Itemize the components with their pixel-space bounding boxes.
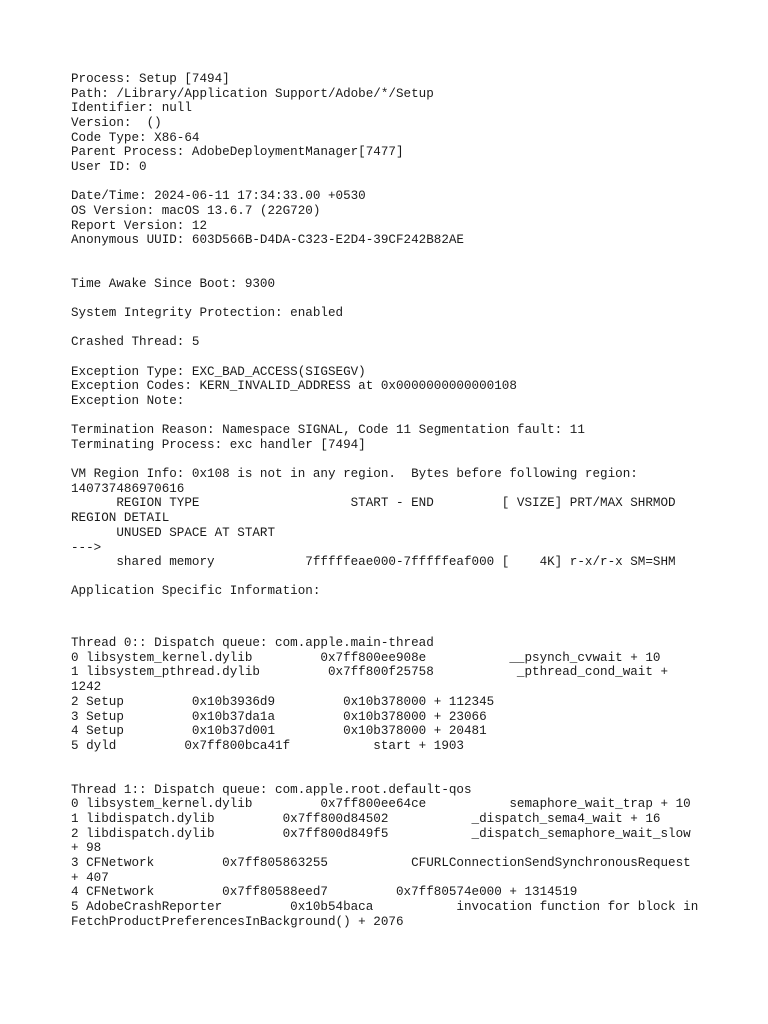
code-type-line: Code Type: X86-64 [71, 130, 200, 145]
stack-frame: 4 CFNetwork 0x7ff80588eed7 0x7ff80574e000 + 1314519 [71, 885, 578, 900]
stack-frame: + 98 [71, 841, 102, 856]
stack-frame: 1 libdispatch.dylib 0x7ff800d84502 _dispatch_sema4_wait + 16 [71, 811, 661, 826]
identifier-line: Identifier: null [71, 101, 192, 116]
vm-region-header-line: REGION DETAIL [71, 511, 170, 526]
version-line: Version: () [71, 116, 162, 131]
thread-1-section [71, 783, 731, 930]
stack-frame: 3 Setup 0x10b37da1a 0x10b378000 + 23066 [71, 709, 487, 724]
stack-frame: 0 libsystem_kernel.dylib 0x7ff800ee908e __psynch_cvwait + 10 [71, 650, 661, 665]
thread-0-section [71, 636, 731, 754]
stack-frame: 1 libsystem_pthread.dylib 0x7ff800f25758 _pthread_cond_wait + [71, 665, 669, 680]
exception-note-line: Exception Note: [71, 394, 185, 408]
path-line: Path: /Library/Application Support/Adobe/*/Setup [71, 86, 434, 101]
app-specific-info-line: Application Specific Information: [71, 584, 321, 599]
stack-frame: 0 libsystem_kernel.dylib 0x7ff800ee64ce semaphore_wait_trap + 10 [71, 797, 691, 812]
report-info-section [71, 189, 731, 248]
report-version-line: Report Version: 12 [71, 218, 208, 233]
vm-region-line: 140737486970616 [71, 481, 185, 496]
vm-region-arrow-line: ---> [71, 540, 102, 555]
vm-region-line: UNUSED SPACE AT START [71, 525, 276, 540]
stack-frame: + 407 [71, 870, 109, 885]
stack-frame: 2 Setup 0x10b3936d9 0x10b378000 + 112345 [71, 694, 495, 709]
termination-section [71, 423, 731, 452]
stack-frame: 3 CFNetwork 0x7ff805863255 CFURLConnectionSendSynchronousRequest [71, 856, 691, 870]
crashed-thread-line: Crashed Thread: 5 [71, 335, 200, 350]
stack-frame: 4 Setup 0x10b37d001 0x10b378000 + 20481 [71, 724, 487, 739]
exception-codes-line: Exception Codes: KERN_INVALID_ADDRESS at 0x0000000000000108 [71, 379, 517, 394]
sip-line: System Integrity Protection: enabled [71, 306, 344, 321]
parent-process-line: Parent Process: AdobeDeploymentManager[7477] [71, 145, 404, 160]
process-line: Process: Setup [7494] [71, 72, 230, 86]
stack-frame: 5 dyld 0x7ff800bca41f start + 1903 [71, 738, 464, 753]
vm-region-header-line: REGION TYPE START - END [ VSIZE] PRT/MAX SHRMOD [71, 496, 676, 511]
exception-section [71, 365, 731, 409]
termination-reason-line: Termination Reason: Namespace SIGNAL, Code 11 Segmentation fault: 11 [71, 423, 585, 438]
stack-frame: FetchProductPreferencesInBackground() + 2076 [71, 914, 404, 929]
terminating-process-line: Terminating Process: exc handler [7494] [71, 437, 366, 452]
uuid-line: Anonymous UUID: 603D566B-D4DA-C323-E2D4-39CF242B82AE [71, 233, 464, 248]
thread-title: Thread 1:: Dispatch queue: com.apple.root.default-qos [71, 782, 472, 797]
vm-region-line: shared memory 7fffffeae000-7fffffeaf000 [ 4K] r-x/r-x SM=SHM [71, 555, 676, 570]
stack-frame: 2 libdispatch.dylib 0x7ff800d849f5 _dispatch_semaphore_wait_slow [71, 826, 691, 841]
process-info-section [71, 72, 731, 175]
stack-frame: 5 AdobeCrashReporter 0x10b54baca invocation function for block in [71, 900, 699, 915]
os-version-line: OS Version: macOS 13.6.7 (22G720) [71, 204, 321, 218]
crash-report-document [71, 72, 731, 929]
stack-frame: 1242 [71, 680, 102, 695]
datetime-line: Date/Time: 2024-06-11 17:34:33.00 +0530 [71, 189, 366, 204]
thread-title: Thread 0:: Dispatch queue: com.apple.main-thread [71, 636, 434, 651]
vm-region-line: VM Region Info: 0x108 is not in any region. Bytes before following region: [71, 467, 638, 482]
time-awake-line: Time Awake Since Boot: 9300 [71, 277, 276, 292]
vm-region-section [71, 467, 731, 570]
exception-type-line: Exception Type: EXC_BAD_ACCESS(SIGSEGV) [71, 364, 366, 379]
user-id-line: User ID: 0 [71, 160, 147, 175]
